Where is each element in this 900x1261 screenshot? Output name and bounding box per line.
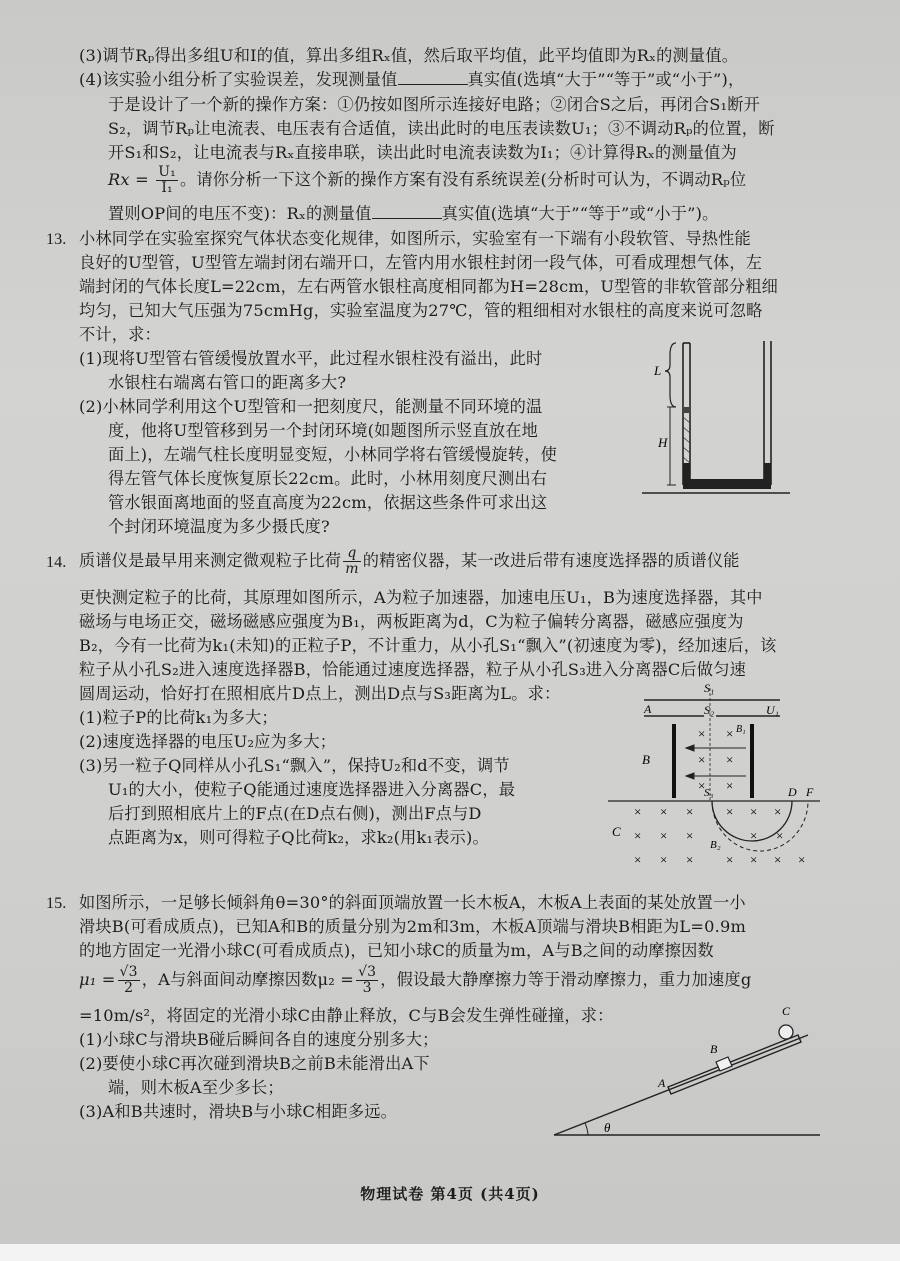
fig14-S3: S₃ xyxy=(704,787,714,799)
cross: × xyxy=(750,828,758,843)
cross: × xyxy=(726,752,734,767)
cross: × xyxy=(634,828,642,843)
q15-part1: (1)小球C与滑块B碰后瞬间各自的速度分别多大； xyxy=(79,1030,439,1049)
q15-l4-mid: ，A与斜面间动摩擦因数μ₂ = xyxy=(141,970,355,989)
cross: × xyxy=(634,804,642,819)
frac-den: I₁ xyxy=(161,180,173,196)
q12-part4-pre: (4)该实验小组分析了实验误差，发现测量值 xyxy=(79,70,398,89)
q13-part2-line4: 得左管气体长度恢复原长22cm。此时，小林用刻度尺测出右 xyxy=(108,469,548,488)
mu1-label: μ₁ = xyxy=(79,970,116,989)
incline-figure xyxy=(548,1005,828,1143)
fig14-S1: S₁ xyxy=(704,681,715,695)
q14-line3: 磁场与电场正交，磁场磁感应强度为B₁，两板距离为d，C为粒子偏转分离器，磁感应强度为 xyxy=(79,612,744,631)
cross: × xyxy=(798,852,806,867)
q15-l4-post: ，假设最大静摩擦力等于滑动摩擦力，重力加速度g xyxy=(380,970,752,989)
q12-part4-line1 xyxy=(79,69,744,91)
cross: × xyxy=(774,804,782,819)
q12-part4-post: 真实值(选填“大于”“等于”或“小于”)， xyxy=(467,70,745,89)
rx-symbol: Rx = xyxy=(108,170,149,189)
q15-part2-line1: (2)要使小球C再次碰到滑块B之前B未能滑出A下 xyxy=(79,1054,430,1073)
q13-part2-line1: (2)小林同学利用这个U型管和一把刻度尺，能测量不同环境的温 xyxy=(79,397,543,416)
q15-part3: (3)A和B共速时，滑块B与小球C相距多远。 xyxy=(79,1102,398,1121)
cross: × xyxy=(686,852,694,867)
mass-spectrometer-figure xyxy=(608,680,828,875)
cross: × xyxy=(698,778,706,793)
cross: × xyxy=(726,804,734,819)
q12-part4-l6-post: 真实值(选填“大于”“等于”或“小于”)。 xyxy=(441,204,719,223)
fraction-q-m xyxy=(343,546,360,577)
cross: × xyxy=(776,828,784,843)
q15-line1: 如图所示，一足够长倾斜角θ=30°的斜面顶端放置一长木板A，木板A上表面的某处放置一小 xyxy=(79,893,746,912)
fig14-D: D xyxy=(788,785,797,799)
fig15-C: C xyxy=(782,1005,791,1018)
q13-part1-line1: (1)现将U型管右管缓慢放置水平，此过程水银柱没有溢出，此时 xyxy=(79,349,543,368)
q14-number: 14. xyxy=(46,553,67,571)
q15-part2-line2: 端，则木板A至少多长； xyxy=(108,1078,284,1097)
cross: × xyxy=(660,804,668,819)
q13-part1-line2: 水银柱右端离右管口的距离多大? xyxy=(108,373,347,392)
q13-part2-line5: 管水银面离地面的竖直高度为22cm，依据这些条件可求出这 xyxy=(108,493,548,512)
q15-number: 15. xyxy=(46,894,67,912)
q12-part4-line6 xyxy=(108,203,719,225)
q15-line5: =10m/s²，将固定的光滑小球C由静止释放，C与B会发生弹性碰撞，求： xyxy=(79,1006,614,1025)
q13-line3: 端封闭的气体长度L=22cm，左右两管水银柱高度相同都为H=28cm，U型管的非软管部分粗细 xyxy=(79,277,779,296)
electric-field-arrows xyxy=(686,745,746,779)
q12-part4-formula-post: 。请你分析一下这个新的操作方案有没有系统误差(分析时可认为，不调动Rₚ位 xyxy=(180,170,747,189)
selector-field-crosses xyxy=(698,726,733,793)
cross: × xyxy=(726,778,734,793)
fig14-F: F xyxy=(806,785,814,799)
answer-blank-2[interactable] xyxy=(372,204,442,219)
q13-part2-line6: 个封闭环境温度为多少摄氏度? xyxy=(108,517,330,536)
fig14-A: A xyxy=(644,702,652,716)
scan-edge xyxy=(0,1244,900,1261)
fig15-A: A xyxy=(658,1076,666,1090)
cross: × xyxy=(698,726,706,741)
q12-part4-l6-pre: 置则OP间的电压不变)：Rₓ的测量值 xyxy=(108,204,372,223)
q14-part2: (2)速度选择器的电压U₂应为多大； xyxy=(79,732,337,751)
frac-num: √3 xyxy=(358,964,377,980)
frac-den: 3 xyxy=(362,980,372,996)
fig14-U1: U₁ xyxy=(766,703,779,717)
q15-line2: 滑块B(可看成质点)，已知A和B的质量分别为2m和3m，木板A顶端与滑块B相距为L=0.9m xyxy=(79,917,747,936)
q15-line3: 的地方固定一光滑小球C(可看成质点)，已知小球C的质量为m，A与B之间的动摩擦因数 xyxy=(79,941,714,960)
frac-den: 2 xyxy=(124,980,134,996)
cross: × xyxy=(726,726,734,741)
q12-part3: (3)调节Rₚ得出多组U和I的值，算出多组Rₓ值，然后取平均值，此平均值即为Rₓ的测量值。 xyxy=(79,46,739,65)
cross: × xyxy=(750,852,758,867)
fig14-B: B xyxy=(642,752,650,767)
fig14-S2: S₂ xyxy=(704,703,715,717)
q14-part1: (1)粒子P的比荷k₁为多大； xyxy=(79,708,278,727)
q13-part2-line3: 面上)，左端气柱长度明显变短，小林同学将右管缓慢旋转，使 xyxy=(108,445,557,464)
q14-part3-line2: U₁的大小，使粒子Q能通过速度选择器进入分离器C，最 xyxy=(108,780,516,799)
q12-part4-line3: S₂，调节Rₚ让电流表、电压表有合适值，读出此时的电压表读数U₁；③不调动Rₚ的位置，断 xyxy=(108,119,775,138)
cross: × xyxy=(660,852,668,867)
cross: × xyxy=(750,804,758,819)
fig13-label-H: H xyxy=(658,435,668,450)
q14-part3-line3: 后打到照相底片上的F点(在D点右侧)，测出F点与D xyxy=(108,804,482,823)
q14-line5: 粒子从小孔S₂进入速度选择器B，恰能通过速度选择器，粒子从小孔S₃进入分离器C后做匀速 xyxy=(79,660,746,679)
frac-den: m xyxy=(345,561,359,577)
fig14-C: C xyxy=(612,824,621,839)
answer-blank-1[interactable] xyxy=(398,70,468,85)
q14-part3-line4: 点距离为x，则可得粒子Q比荷k₂，求k₂(用k₁表示)。 xyxy=(108,828,489,847)
q14-part3-line1: (3)另一粒子Q同样从小孔S₁“飘入”，保持U₂和d不变，调节 xyxy=(79,756,510,775)
u-tube-figure xyxy=(640,335,800,500)
q12-part4-line2: 于是设计了一个新的操作方案：①仍按如图所示连接好电路；②闭合S之后，再闭合S₁断开 xyxy=(108,95,760,114)
q13-part2-line2: 度，他将U型管移到另一个封闭环境(如题图所示竖直放在地 xyxy=(108,421,539,440)
cross: × xyxy=(660,828,668,843)
q13-line1: 小林同学在实验室探究气体状态变化规律，如图所示，实验室有一下端有小段软管、导热性能 xyxy=(79,229,751,248)
fraction-u1-i1 xyxy=(156,165,178,196)
q13-line4: 均匀，已知大气压强为75cmHg，实验室温度为27℃，管的粗细相对水银柱的高度来说可忽略 xyxy=(79,301,763,320)
q14-l1-post: 的精密仪器，某一改进后带有速度选择器的质谱仪能 xyxy=(362,551,740,570)
cross: × xyxy=(774,852,782,867)
fig14-B2: B₂ xyxy=(710,839,721,851)
fig15-B: B xyxy=(710,1042,718,1056)
frac-num: q xyxy=(343,546,360,562)
q13-number: 13. xyxy=(46,230,67,248)
cross: × xyxy=(698,752,706,767)
separator-field-crosses xyxy=(634,804,805,867)
cross: × xyxy=(686,804,694,819)
q12-part4-line4: 开S₁和S₂，让电流表与Rₓ直接串联，读出此时电流表读数为I₁；④计算得Rₓ的测量值为 xyxy=(108,143,737,162)
q14-l1-pre: 质谱仪是最早用来测定微观粒子比荷 xyxy=(79,551,342,570)
fraction-mu1 xyxy=(118,965,140,996)
cross: × xyxy=(634,852,642,867)
fraction-mu2 xyxy=(356,965,378,996)
page-footer: 物理试卷 第4页 (共4页) xyxy=(360,1185,540,1203)
q14-line6: 圆周运动，恰好打在照相底片D点上，测出D点与S₃距离为L。求： xyxy=(79,684,561,703)
q14-line1 xyxy=(79,541,740,581)
frac-num: √3 xyxy=(119,964,138,980)
q12-part4-formula-line xyxy=(108,160,746,200)
frac-num: U₁ xyxy=(158,164,176,180)
fig13-label-L: L xyxy=(654,363,662,378)
cross: × xyxy=(726,852,734,867)
q14-line4: B₂，今有一比荷为k₁(未知)的正粒子P，不计重力，从小孔S₁“飘入”(初速度为零)，经加速后，该 xyxy=(79,636,777,655)
q15-line4 xyxy=(79,957,751,1003)
cross: × xyxy=(686,828,694,843)
q13-line2: 良好的U型管，U型管左端封闭右端开口，左管内用水银柱封闭一段气体，可看成理想气体，左 xyxy=(79,253,763,272)
fig15-theta: θ xyxy=(604,1120,611,1135)
q14-line2: 更快测定粒子的比荷，其原理如图所示，A为粒子加速器，加速电压U₁，B为速度选择器，其中 xyxy=(79,588,763,607)
q13-line5: 不计，求： xyxy=(79,325,161,344)
fig14-B1: B₁ xyxy=(736,724,746,735)
